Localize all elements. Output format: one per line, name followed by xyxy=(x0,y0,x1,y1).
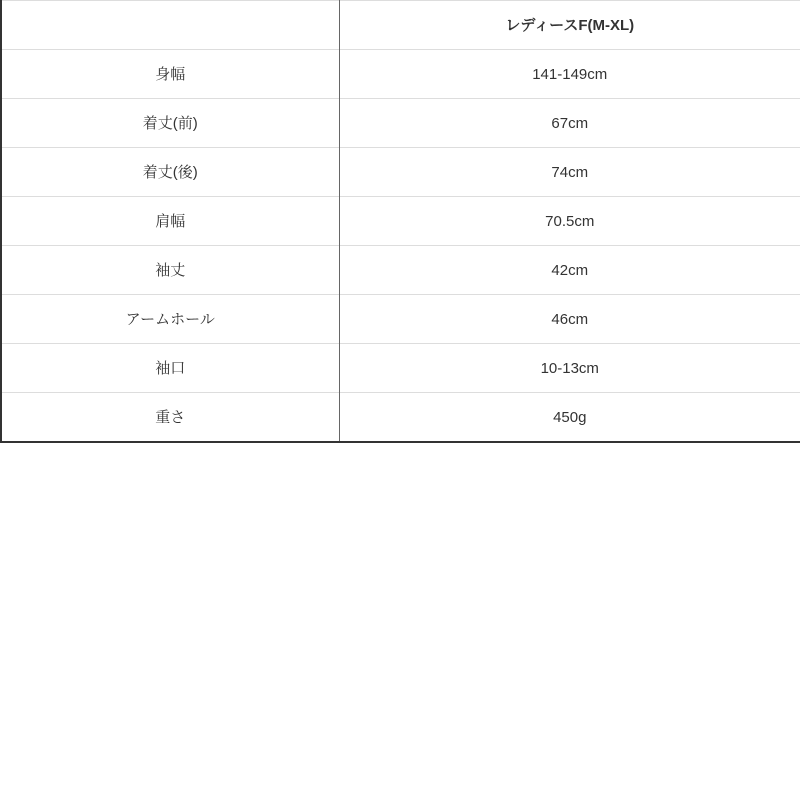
spec-value: 70.5cm xyxy=(339,197,800,246)
table-row xyxy=(1,197,800,246)
spec-label: 身幅 xyxy=(1,50,339,99)
spec-label: 袖口 xyxy=(1,344,339,393)
table-row xyxy=(1,393,800,443)
header-empty-cell xyxy=(1,1,339,50)
spec-label: 袖丈 xyxy=(1,246,339,295)
spec-label: アームホール xyxy=(1,295,339,344)
spec-label: 着丈(前) xyxy=(1,99,339,148)
spec-value: 10-13cm xyxy=(339,344,800,393)
spec-value: 42cm xyxy=(339,246,800,295)
table-row xyxy=(1,99,800,148)
spec-value: 450g xyxy=(339,393,800,443)
spec-label: 着丈(後) xyxy=(1,148,339,197)
table-row xyxy=(1,246,800,295)
spec-value: 46cm xyxy=(339,295,800,344)
spec-value: 67cm xyxy=(339,99,800,148)
spec-value: 74cm xyxy=(339,148,800,197)
spec-value: 141-149cm xyxy=(339,50,800,99)
spec-label: 重さ xyxy=(1,393,339,443)
header-size-cell: レディースF(M-XL) xyxy=(339,1,800,50)
table-header-row xyxy=(1,1,800,50)
spec-label: 肩幅 xyxy=(1,197,339,246)
table-row xyxy=(1,148,800,197)
table-row xyxy=(1,50,800,99)
table-row xyxy=(1,344,800,393)
table-row xyxy=(1,295,800,344)
